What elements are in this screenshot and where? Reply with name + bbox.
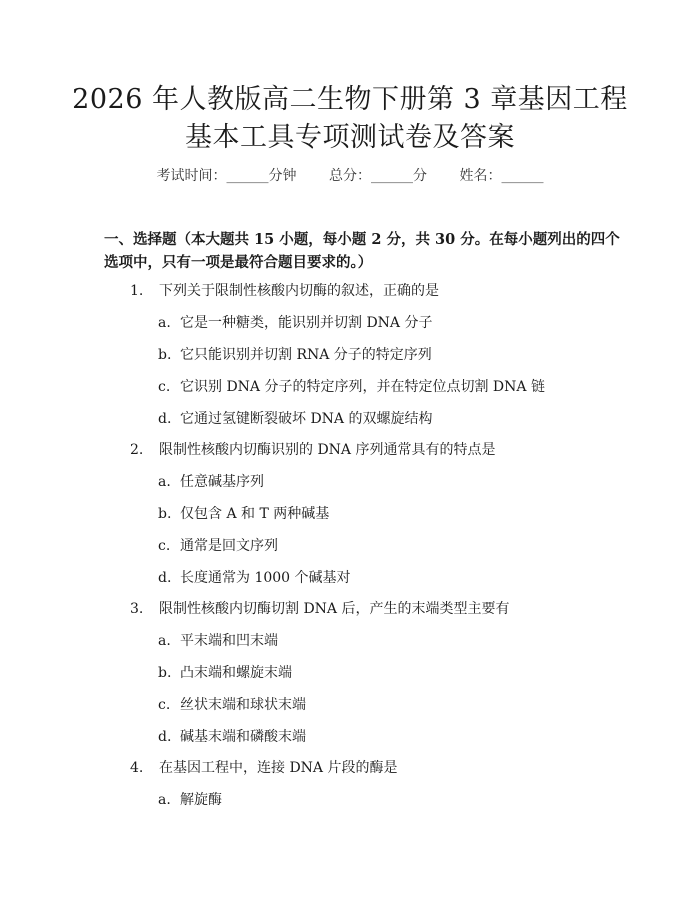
option-letter: d. [158, 729, 172, 745]
question-3 [130, 599, 509, 619]
question-number: 3. [130, 601, 144, 617]
option-letter: a. [158, 315, 171, 331]
option-letter: a. [158, 792, 171, 808]
option-text: 长度通常为 1000 个碱基对 [180, 570, 351, 586]
question-text: 在基因工程中，连接 DNA 片段的酶是 [159, 760, 398, 776]
exam-info [0, 166, 700, 186]
exam-time: 考试时间：______分钟 [156, 168, 297, 184]
question-1-option-d [158, 409, 433, 429]
option-text: 解旋酶 [180, 792, 222, 808]
option-letter: b. [158, 506, 172, 522]
question-number: 4. [130, 760, 144, 776]
question-number: 2. [130, 442, 144, 458]
title-line-1: 2026 年人教版高二生物下册第 3 章基因工程 [72, 84, 628, 115]
question-3-option-b [158, 663, 292, 683]
option-text: 它是一种糖类，能识别并切割 DNA 分子 [180, 315, 433, 331]
option-text: 平末端和凹末端 [180, 633, 278, 649]
question-1 [130, 281, 439, 301]
question-4-option-a [158, 790, 222, 810]
title-line-2: 基本工具专项测试卷及答案 [185, 122, 515, 153]
option-text: 仅包含 A 和 T 两种碱基 [180, 506, 330, 522]
option-text: 丝状末端和球状末端 [180, 697, 306, 713]
option-letter: c. [158, 538, 171, 554]
option-letter: c. [158, 697, 171, 713]
question-3-option-a [158, 631, 278, 651]
question-1-option-b [158, 345, 432, 365]
question-2-option-c [158, 536, 278, 556]
question-2-option-b [158, 504, 329, 524]
question-1-option-a [158, 313, 433, 333]
question-text: 限制性核酸内切酶切割 DNA 后，产生的末端类型主要有 [159, 601, 510, 617]
option-letter: b. [158, 347, 172, 363]
option-text: 通常是回文序列 [180, 538, 278, 554]
option-text: 任意碱基序列 [180, 474, 264, 490]
option-text: 凸末端和螺旋末端 [180, 665, 292, 681]
option-letter: b. [158, 665, 172, 681]
question-text: 限制性核酸内切酶识别的 DNA 序列通常具有的特点是 [159, 442, 496, 458]
option-letter: a. [158, 474, 171, 490]
option-text: 碱基末端和磷酸末端 [180, 729, 306, 745]
question-text: 下列关于限制性核酸内切酶的叙述，正确的是 [159, 283, 439, 299]
option-letter: a. [158, 633, 171, 649]
question-3-option-c [158, 695, 306, 715]
question-2-option-a [158, 472, 264, 492]
total-score: 总分：______分 [329, 168, 427, 184]
question-number: 1. [130, 283, 144, 299]
option-letter: d. [158, 570, 172, 586]
option-text: 它通过氢键断裂破坏 DNA 的双螺旋结构 [180, 411, 433, 427]
section-heading: 一、选择题（本大题共 15 小题，每小题 2 分，共 30 分。在每小题列出的四个选项中，只有一项是最符合题目要求的。） [104, 231, 620, 271]
student-name: 姓名：______ [459, 168, 544, 184]
question-1-option-c [158, 377, 545, 397]
question-2-option-d [158, 568, 351, 588]
question-2 [130, 440, 495, 460]
option-text: 它识别 DNA 分子的特定序列，并在特定位点切割 DNA 链 [180, 379, 545, 395]
option-text: 它只能识别并切割 RNA 分子的特定序列 [180, 347, 432, 363]
question-4 [130, 758, 398, 778]
question-3-option-d [158, 727, 306, 747]
option-letter: d. [158, 411, 172, 427]
option-letter: c. [158, 379, 171, 395]
